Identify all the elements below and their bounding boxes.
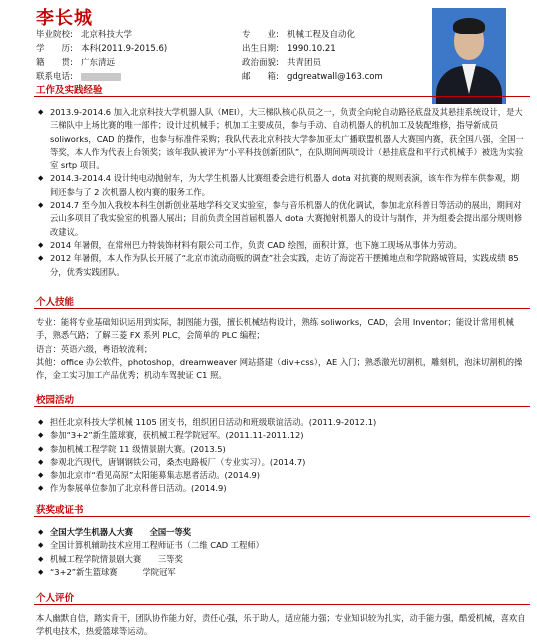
section-divider	[34, 604, 530, 605]
applicant-name: 李长城	[36, 8, 93, 29]
info-row-school: 毕业院校: 北京科技大学	[36, 30, 133, 40]
section-title-campus: 校园活动	[36, 395, 75, 406]
list-item: ◆ 机械工程学院情景剧大赛 三等奖	[38, 553, 524, 566]
section-title-skills: 个人技能	[36, 297, 75, 308]
profile-photo	[432, 8, 506, 104]
list-item: ◆ 作为参展单位参加了北京科普日活动。(2014.9)	[38, 482, 524, 495]
list-item: ◆ 全国大学生机器人大赛 全国一等奖	[38, 526, 524, 539]
skill-line-language: 语言：英语六级，粤语较流利；	[36, 343, 153, 354]
section-title-awards: 获奖或证书	[36, 505, 84, 516]
awards-list	[38, 526, 524, 579]
skill-line-other: 其他：office 办公软件，photoshop，dreamweaver 网站搭建（div+css），AE 入门；熟悉激光切割机，雕刻机，泡沫切割机的操作，金工实习加工产品优秀；机动车驾驶证 C1 照。	[36, 356, 523, 381]
section-divider	[34, 516, 530, 517]
section-title-evaluation: 个人评价	[36, 593, 75, 604]
info-row-phone: 联系电话:	[36, 70, 167, 84]
info-row-major: 专 业: 机械工程及自动化	[242, 30, 356, 40]
info-row-birth: 出生日期: 1990.10.21	[242, 44, 336, 54]
list-item: ◆ “3+2”新生篮球赛 学院冠军	[38, 566, 524, 579]
info-row-degree: 学 历: 本科(2011.9-2015.6)	[36, 44, 168, 54]
info-right	[242, 28, 383, 84]
list-item: ◆ 2013.9-2014.6 加入北京科技大学机器人队（MEI），大三梯队核心队员之一，负责全向轮自动路径底盘及其悬挂系统设计，是大三梯队中上场比赛的唯一部件；设计过机械手；机加工主要成员，参与手动、自动机器人的机加工及装配维修，指导新成员 soliworks，CAD 的操作，也参与标准件采购；我队代表北京科技大学参加亚太广播联盟机器人大赛国内赛，获全国八强，全国一等奖，本人作为代表上台领奖；该年我队被评为“小平科技创新团队”，在队期间两项设计（悬挂底盘和平行式机械手）被选为实验室 srtp 项目。	[38, 106, 524, 172]
section-divider	[34, 96, 530, 97]
info-row-hometown: 籍 贯: 广东清远	[36, 58, 116, 68]
info-row-email: 邮 箱: gdgreatwall@163.com	[242, 72, 383, 82]
phone-redacted	[81, 73, 121, 81]
list-item: ◆ 2014 年暑假，在常州巴力特装饰材料有限公司工作，负责 CAD 绘图，面积计算，也下施工现场从事体力劳动。	[38, 239, 524, 252]
list-item: ◆ 担任北京科技大学机械 1105 团支书，组织团日活动和班级联谊活动。(2011.9-2012.1)	[38, 416, 524, 429]
list-item: ◆ 参加机械工程学院 11 级情景剧大赛。(2013.5)	[38, 443, 524, 456]
list-item: ◆ 参加北京市“看见高原”太阳能募集志愿者活动。(2014.9)	[38, 469, 524, 482]
section-divider	[34, 308, 530, 309]
list-item: ◆ 2014.7 至今加入我校本科生创新创业基地学科交叉实验室，参与音乐机器人的优化调试，参加北京科普日等活动的展出，期间对云山多项目了我实验室的机器人展出；目前负责全国首届机器人 dota 大赛抛射机器人的设计与制作，并为组委会提出部分规则修改建议。	[38, 199, 524, 239]
list-item: ◆ 参加“3+2”新生篮球赛，获机械工程学院冠军。(2011.11-2011.12)	[38, 429, 524, 442]
info-row-political: 政治面貌: 共青团员	[242, 58, 322, 68]
skill-line-professional: 专业：能将专业基础知识运用到实际，制图能力强，擅长机械结构设计，熟练 soliworks，CAD，会用 Inventor；能设计常用机械手，熟悉气路；了解三菱 FX 系列 PLC，会简单的 PLC 编程；	[36, 317, 514, 341]
list-item: ◆ 2014.3-2014.4 设计纯电动抛射车，为大学生机器人比赛组委会进行机器人 dota 对抗赛的规则表演，该车作为样车供参观，期间还参与了 2 次机器人校内赛的服务工作。	[38, 172, 524, 199]
section-title-work: 工作及实践经验	[36, 85, 103, 96]
evaluation-text: 本人幽默自信，踏实肯干，团队协作能力好，责任心强，乐于助人，适应能力强；专业知识较为扎实，动手能力强，酷爱机械，喜欢自学机电技术，热爱篮球等运动。	[36, 613, 526, 637]
work-list	[38, 106, 524, 279]
list-item: ◆ 全国计算机辅助技术应用工程师证书（二维 CAD 工程师）	[38, 539, 524, 552]
list-item: ◆ 参观北汽现代，唐钢钢铁公司，桑杰电路板厂（专业实习）。(2014.7)	[38, 456, 524, 469]
section-divider	[34, 406, 530, 407]
campus-list	[38, 416, 524, 496]
list-item: ◆ 2012 年暑假，本人作为队长开展了“北京市流动商贩的调查”社会实践，走访了海淀若干摆摊地点和学院路城管局，实践成绩 85 分，优秀实践团队。	[38, 252, 524, 279]
skills-text	[36, 316, 528, 382]
info-left	[36, 28, 167, 84]
